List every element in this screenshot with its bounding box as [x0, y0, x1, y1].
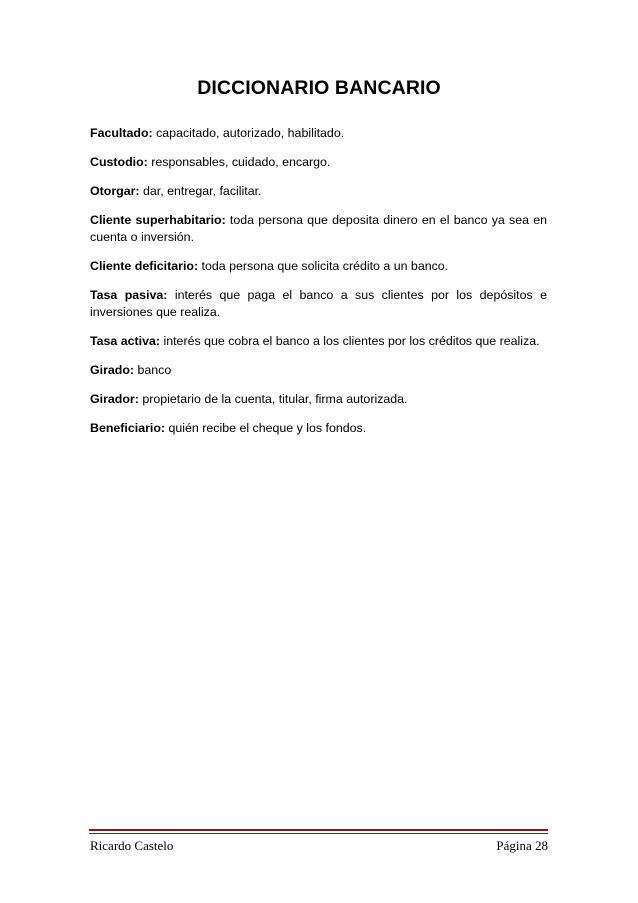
glossary-term: Custodio: [90, 155, 148, 169]
glossary-term: Tasa pasiva: [90, 288, 168, 302]
glossary-definition: propietario de la cuenta, titular, firma autorizada. [138, 392, 408, 406]
glossary-entry [90, 362, 547, 379]
glossary-term: Otorgar: [90, 184, 140, 198]
glossary-definition: dar, entregar, facilitar. [139, 184, 262, 198]
glossary-term: Cliente deficitario: [90, 259, 199, 273]
glossary-term: Girado: [90, 363, 135, 377]
footer-divider [89, 829, 548, 831]
glossary-definition: interés que cobra el banco a los clientes por los créditos que realiza. [160, 334, 540, 348]
glossary-definition: interés que paga el banco a sus clientes por los depósitos e inversiones que realiza. [90, 288, 547, 319]
glossary-term: Girador: [90, 392, 139, 406]
glossary-definition: quién recibe el cheque y los fondos. [165, 421, 367, 435]
glossary-entry [90, 212, 547, 246]
glossary-definition: banco [134, 363, 172, 377]
glossary-term: Tasa activa: [90, 334, 161, 348]
glossary-definition: toda persona que deposita dinero en el banco ya sea en cuenta o inversión. [90, 213, 547, 244]
glossary-entry [90, 258, 547, 275]
footer-page-number: Página 28 [496, 838, 548, 853]
footer-author: Ricardo Castelo [90, 838, 174, 853]
glossary-entry [90, 420, 547, 437]
glossary-term: Facultado: [90, 126, 153, 140]
glossary-entry [90, 154, 547, 171]
glossary-term: Cliente superhabitario: [90, 213, 226, 227]
glossary-entry [90, 183, 547, 200]
glossary-entry [90, 391, 547, 408]
glossary-entry [90, 287, 547, 321]
glossary-term: Beneficiario: [90, 421, 166, 435]
glossary-entry [90, 125, 547, 142]
glossary-definition: capacitado, autorizado, habilitado. [152, 126, 345, 140]
footer-divider-thin [89, 833, 548, 834]
page-title: DICCIONARIO BANCARIO [197, 77, 441, 99]
glossary-definition: responsables, cuidado, encargo. [147, 155, 331, 169]
glossary-entry [90, 333, 547, 350]
glossary-list [90, 125, 547, 449]
glossary-definition: toda persona que solicita crédito a un banco. [198, 259, 449, 273]
